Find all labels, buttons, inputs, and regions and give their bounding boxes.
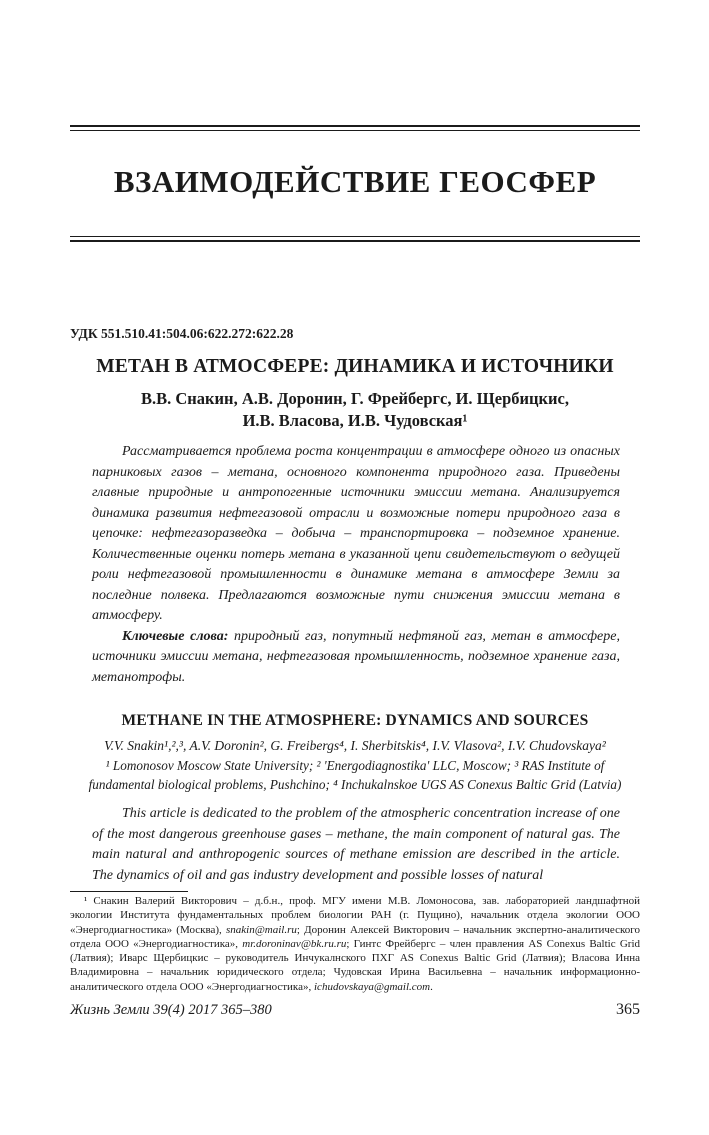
authors-ru [70,388,640,432]
page-footer [70,1001,640,1019]
affiliations-en: ¹ Lomonosov Moscow State University; ² 'Energodiagnostika' LLC, Moscow; ³ RAS Institute of fundamental biological problems, Pushchino; ⁴ Inchukalnskoe UGS AS Conexus Baltic Grid (Latvia) [88,758,622,792]
footnote-separator [70,891,188,892]
article-title-en: METHANE IN THE ATMOSPHERE: DYNAMICS AND SOURCES [121,712,589,729]
footnote-text: ¹ Снакин Валерий Викторович – д.б.н., проф. МГУ имени М.В. Ломоносова, зав. лабораторией ландшафтной экологии Института фундаментальных проблем биологии РАН (г. Пущино), начальник отдела экологии ООО «Энергодиагностика» (Москва), [70,895,640,936]
footnote-text: ; Гинтс Фрейбергс – член правления AS Conexus Baltic Grid (Латвия); Иварс Щербицкис – руководитель Инчукалнского ПХГ AS Conexus Baltic Grid (Латвия); Власова Инна Владимировна – начальник юридического отдела; Чудовская Ирина Васильевна – начальник информационно-аналитического отдела ООО «Энергодиагностика», [70,937,640,993]
footnote-email: mr.doroninav@bk.ru.ru [242,937,347,950]
udc-line: УДК 551.510.41:504.06:622.272:622.28 [70,326,294,341]
authors-ru-line2: И.В. Власова, И.В. Чудовская¹ [242,411,468,430]
banner-bottom-thick-rule [70,240,640,242]
keywords [92,627,620,689]
journal-info: Жизнь Земли 39(4) 2017 365–380 [70,1002,272,1019]
footnote-text: . [430,980,433,993]
authors-ru-line1: В.В. Снакин, А.В. Доронин, Г. Фрейбергс, И. Щербицкис, [140,389,570,408]
footnote-email: ichudovskaya@gmail.com [314,980,431,993]
page [0,125,709,1135]
authors-en: V.V. Snakin¹,²,³, A.V. Doronin², G. Freibergs⁴, I. Sherbitskis⁴, I.V. Vlasova², I.V. Chudovskaya² [104,738,606,753]
keywords-text: природный газ, попутный нефтяной газ, метан в атмосфере, источники эмиссии метана, нефтегазовая промышленность, подземное хранение газа, метанотрофы. [92,628,620,685]
footnote-email: snakin@mail.ru [225,923,297,936]
section-title: ВЗАИМОДЕЙСТВИЕ ГЕОСФЕР [113,164,597,199]
keywords-label: Ключевые слова: [122,628,229,644]
page-number: 365 [616,1001,640,1019]
section-banner [70,125,640,242]
article-title-ru: МЕТАН В АТМОСФЕРЕ: ДИНАМИКА И ИСТОЧНИКИ [96,356,614,377]
abstract-en: This article is dedicated to the problem of the atmospheric concentration increase of one of the most dangerous greenhouse gases – methane, the main component of natural gas. The main natural and anthropogenic sources of methane emission are described in the article. The dynamics of oil and gas industry development and possible losses of natural [92,806,620,883]
footnote [70,894,640,994]
abstract-ru: Рассматривается проблема роста концентрации в атмосфере одного из опасных парниковых газов – метана, основного компонента природного газа. Приведены главные природные и антропогенные источники эмиссии метана. Анализируется динамика развития нефтегазовой отрасли и возможные потери природного газа в цепочке: нефтегазоразведка – добыча – транспортировка – подземное хранение. Количественные оценки потерь метана в указанной цепи свидетельствуют о ведущей роли нефтегазовой промышленности в динамике метана в атмосфере Земли за последние полвека. Предлагаются возможные пути снижения эмиссии метана в атмосферу. [92,444,620,623]
footnote-text: ; Доронин Алексей Викторович – начальник экспертно-аналитического отдела ООО «Энергодиагностика», [70,923,640,950]
